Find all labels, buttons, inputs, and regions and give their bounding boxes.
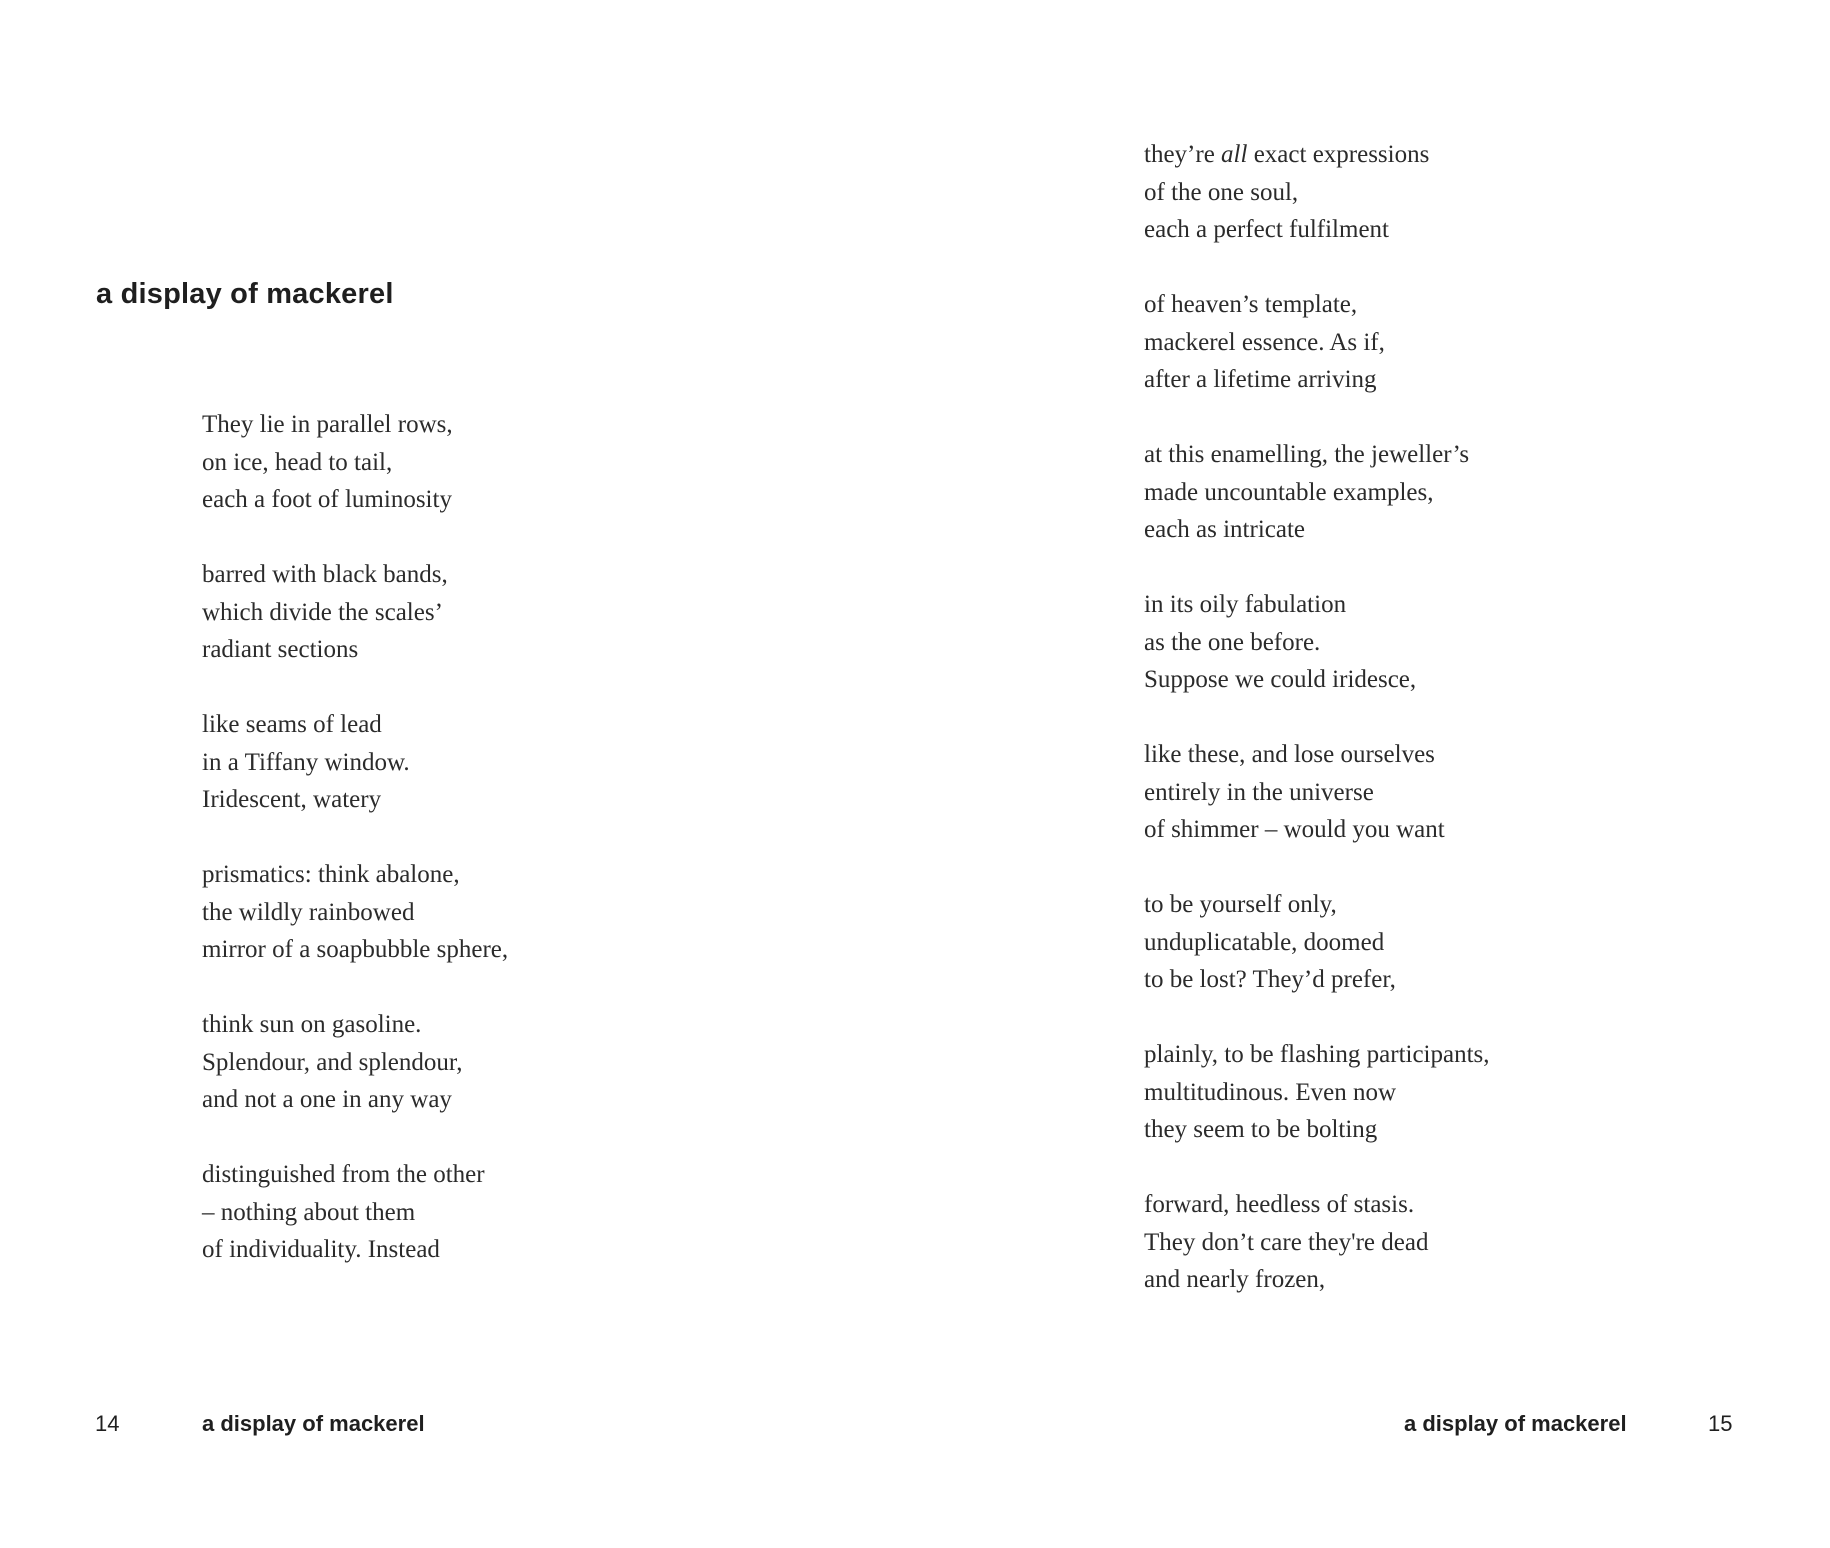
poem-line: the wildly rainbowed — [202, 898, 415, 926]
emphasis-all: all — [1221, 141, 1248, 168]
poem-line: and nearly frozen, — [1144, 1266, 1326, 1293]
stanza-2 — [202, 556, 508, 669]
right-page — [915, 0, 1830, 1548]
poem-line: at this enamelling, the jeweller’s — [1144, 441, 1470, 468]
poem-line: each a foot of luminosity — [202, 486, 452, 513]
stanza-1 — [202, 406, 508, 519]
poem-line: forward, heedless of stasis. — [1144, 1191, 1415, 1218]
stanza-12 — [1144, 886, 1490, 999]
poem-line: plainly, to be flashing participants, — [1144, 1041, 1490, 1068]
stanza-13 — [1144, 1036, 1490, 1149]
page-number-left: 14 — [95, 1411, 120, 1436]
poem-line: each as intricate — [1144, 516, 1306, 543]
poem-line: they seem to be bolting — [1144, 1116, 1378, 1143]
poem-line: mirror of a soapbubble sphere, — [202, 936, 509, 963]
poem-line: like seams of lead — [202, 711, 382, 738]
poem-line: of individuality. Instead — [202, 1236, 440, 1263]
poem-line: They lie in parallel rows, — [202, 411, 453, 438]
poem-line: after a lifetime arriving — [1144, 366, 1377, 393]
first-line-after: exact expressions — [1247, 141, 1430, 168]
poem-line: unduplicatable, doomed — [1144, 928, 1385, 956]
first-line-before: they’re — [1144, 141, 1222, 168]
poem-line: Splendour, and splendour, — [202, 1048, 463, 1076]
poem-line: Suppose we could iridesce, — [1144, 666, 1417, 693]
stanza-4 — [202, 856, 508, 969]
poem-line: as the one before. — [1144, 628, 1321, 656]
poem-line: of the one soul, — [1144, 178, 1299, 206]
poem-line: in a Tiffany window. — [202, 748, 410, 776]
poem-line: to be lost? They’d prefer, — [1144, 966, 1396, 993]
poem-line: each a perfect fulfilment — [1144, 216, 1389, 243]
poem-line: distinguished from the other — [202, 1161, 485, 1188]
poem-line: and not a one in any way — [202, 1086, 452, 1113]
poem-body-right — [1144, 136, 1490, 1336]
poem-line: like these, and lose ourselves — [1144, 741, 1435, 768]
poem-line: think sun on gasoline. — [202, 1011, 422, 1038]
poem-line: of heaven’s template, — [1144, 291, 1358, 318]
stanza-7 — [1144, 136, 1490, 249]
stanza-11 — [1144, 736, 1490, 849]
poem-line: in its oily fabulation — [1144, 591, 1347, 618]
poem-line: multitudinous. Even now — [1144, 1078, 1397, 1106]
poem-line: barred with black bands, — [202, 561, 448, 588]
stanza-5 — [202, 1006, 508, 1119]
poem-line-first — [1144, 136, 1490, 174]
poem-line: entirely in the universe — [1144, 778, 1374, 806]
poem-line: which divide the scales’ — [202, 598, 443, 626]
stanza-6 — [202, 1156, 508, 1269]
poem-line: They don’t care they're dead — [1144, 1228, 1429, 1256]
running-head-right: a display of mackerel — [1404, 1411, 1627, 1436]
poem-line: prismatics: think abalone, — [202, 861, 460, 888]
page-number-right: 15 — [1708, 1411, 1733, 1436]
poem-line: of shimmer – would you want — [1144, 816, 1445, 843]
stanza-9 — [1144, 436, 1490, 549]
poem-line: radiant sections — [202, 636, 359, 663]
poem-line: to be yourself only, — [1144, 891, 1337, 918]
stanza-8 — [1144, 286, 1490, 399]
stanza-14 — [1144, 1186, 1490, 1299]
stanza-3 — [202, 706, 508, 819]
poem-title: a display of mackerel — [96, 278, 394, 310]
poem-line: Iridescent, watery — [202, 786, 382, 813]
poem-line: – nothing about them — [202, 1198, 416, 1226]
running-head-left: a display of mackerel — [202, 1411, 425, 1436]
stanza-10 — [1144, 586, 1490, 699]
poem-line: on ice, head to tail, — [202, 448, 393, 476]
poem-line: mackerel essence. As if, — [1144, 328, 1385, 356]
poem-body-left — [202, 406, 508, 1306]
poem-line: made uncountable examples, — [1144, 478, 1434, 506]
